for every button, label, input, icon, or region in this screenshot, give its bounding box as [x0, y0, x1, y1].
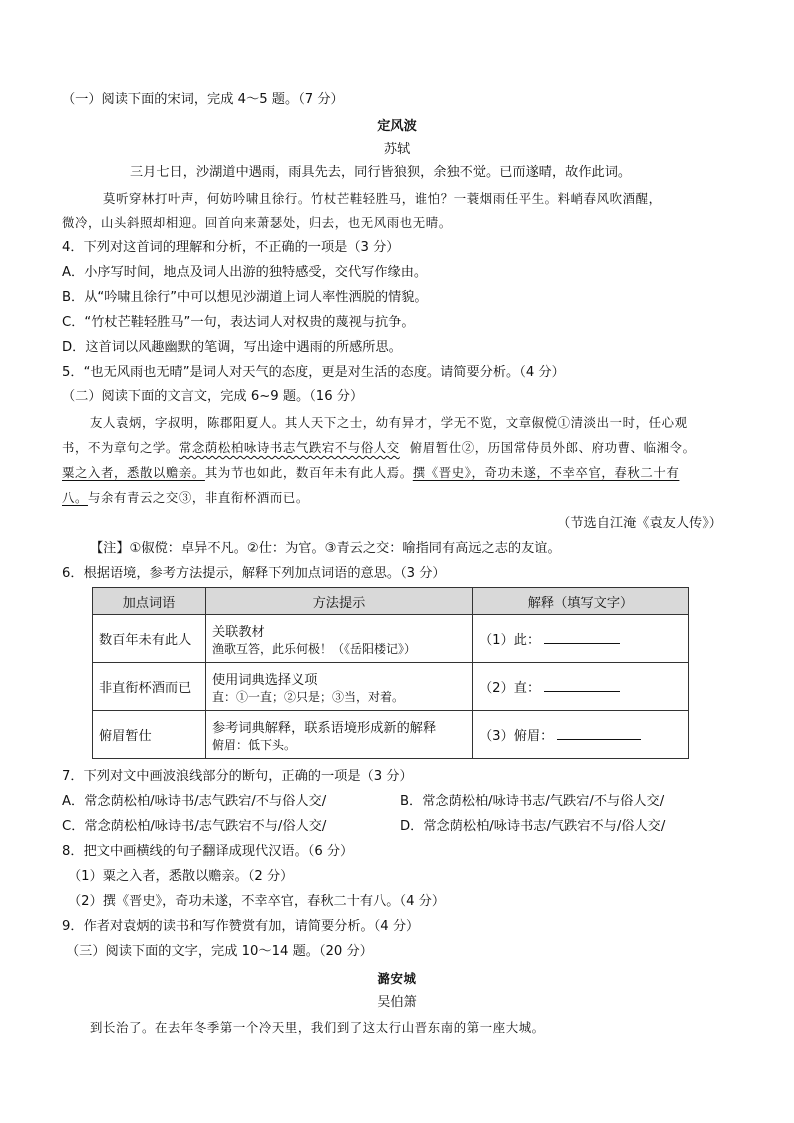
method-label: 关联教材	[212, 624, 265, 640]
section1-heading: （一）阅读下面的宋词，完成 4～5 题。（7 分）	[62, 92, 344, 107]
table-cell-answer	[473, 615, 689, 663]
q7-option-d: D．常念荫松柏/咏诗书志/气跌宕不与/俗人交/	[400, 819, 666, 834]
q7-option-b: B．常念荫松柏/咏诗书志/气跌宕/不与俗人交/	[400, 794, 665, 809]
q6-method-table	[92, 587, 689, 759]
q4-option-b: B．从“吟啸且徐行”中可以想见沙湖道上词人率性洒脱的情貌。	[62, 290, 428, 305]
poem-line-2: 微冷，山头斜照却相迎。回首向来萧瑟处，归去，也无风雨也无晴。	[62, 215, 452, 230]
poem-author: 苏轼	[383, 142, 411, 157]
passage-p4-end: 与余有青云之交③，非直衔杯酒而已。	[87, 490, 309, 505]
table-header: 解释（填写文字）	[473, 588, 689, 615]
passage-p3	[62, 462, 734, 484]
answer-label: （1）此：	[479, 633, 541, 648]
answer-label: （2）直：	[479, 681, 541, 696]
table-cell-word: 非直衔杯酒而已	[93, 663, 206, 711]
table-cell-answer	[473, 711, 689, 759]
passage-source: （节选自江淹《袁友人传》）	[557, 516, 722, 531]
passage-p2-end: 俯眉暂仕②，历国常侍员外郎、府功曹、临湘令。	[409, 440, 696, 455]
table-header: 加点词语	[93, 588, 206, 615]
q5-stem: 5．“也无风雨也无晴”是词人对天气的态度，更是对生活的态度。请简要分析。（4 分）	[62, 365, 565, 380]
q4-option-c: C．“竹杖芒鞋轻胜马”一句，表达词人对权贵的蔑视与抗争。	[62, 315, 415, 330]
q4-stem: 4．下列对这首词的理解和分析，不正确的一项是（3 分）	[62, 240, 400, 255]
underlined-sentence-2-end: 八。	[62, 490, 88, 505]
table-header-row	[93, 588, 689, 615]
passage-p2	[62, 437, 734, 459]
answer-blank[interactable]	[544, 631, 620, 644]
q4-option-a: A．小序写时间，地点及词人出游的独特感受，交代写作缘由。	[62, 265, 428, 280]
passage-p4	[62, 487, 734, 509]
passage-p1: 友人袁炳，字叔明，陈郡阳夏人。其人天下之士，幼有异才，学无不览，文章俶傥①清淡出一时，任心观	[90, 415, 688, 430]
section2-heading: （二）阅读下面的文言文，完成 6~9 题。（16 分）	[62, 389, 364, 404]
table-cell-word: 俯眉暂仕	[93, 711, 206, 759]
q7-stem: 7．下列对文中画波浪线部分的断句，正确的一项是（3 分）	[62, 769, 413, 784]
essay-author: 吴伯箫	[377, 995, 417, 1010]
poem-title: 定风波	[377, 119, 417, 134]
wavy-sentence: 常念荫松柏咏诗书志气跌宕不与俗人交	[178, 440, 400, 455]
method-hint: 俯眉：低下头。	[212, 737, 297, 752]
table-cell-word: 数百年未有此人	[93, 615, 206, 663]
table-header: 方法提示	[206, 588, 473, 615]
method-hint: 直：①一直；②只是；③当，对着。	[212, 689, 405, 704]
method-label: 参考词典解释，联系语境形成新的解释	[212, 720, 437, 736]
passage-p2-start: 书，不为章句之学。	[62, 440, 179, 455]
q4-option-d: D．这首词以风趣幽默的笔调，写出途中遇雨的所感所思。	[62, 340, 402, 355]
q8-sentence-2: （2）撰《晋史》，奇功未遂，不幸卒官，春秋二十有八。（4 分）	[68, 894, 446, 909]
answer-blank[interactable]	[557, 727, 641, 740]
table-cell-method	[206, 615, 473, 663]
table-cell-method	[206, 711, 473, 759]
poem-preface: 三月七日，沙湖道中遇雨，雨具先去，同行皆狼狈，余独不觉。已而遂晴，故作此词。	[130, 165, 632, 180]
table-row	[93, 615, 689, 663]
table-row	[93, 663, 689, 711]
method-hint: 渔歌互答，此乐何极！（《岳阳楼记》）	[212, 641, 417, 656]
essay-p1: 到长治了。在去年冬季第一个冷天里，我们到了这太行山晋东南的第一座大城。	[90, 1020, 545, 1035]
q7-option-a: A．常念荫松柏/咏诗书/志气跌宕/不与俗人交/	[62, 794, 327, 809]
q8-stem: 8．把文中画横线的句子翻译成现代汉语。（6 分）	[62, 844, 354, 859]
q8-sentence-1: （1）粟之入者，悉散以赡亲。（2 分）	[68, 869, 294, 884]
underlined-sentence-2: 撰《晋史》，奇功未遂，不幸卒官，春秋二十有	[412, 465, 680, 480]
section3-heading: （三）阅读下面的文字，完成 10～14 题。（20 分）	[66, 944, 373, 959]
answer-label: （3）俯眉：	[479, 729, 554, 744]
table-row	[93, 711, 689, 759]
underlined-sentence-1: 粟之入者，悉散以赡亲。	[62, 465, 205, 480]
passage-p3-mid: 其为节也如此，数百年未有此人焉。	[204, 465, 413, 480]
q9-stem: 9．作者对袁炳的读书和写作赞赏有加，请简要分析。（4 分）	[62, 919, 420, 934]
poem-line-1: 莫听穿林打叶声，何妨吟啸且徐行。竹杖芒鞋轻胜马，谁怕？一蓑烟雨任平生。料峭春风吹酒醒，	[103, 191, 662, 206]
essay-title: 潞安城	[377, 971, 417, 986]
method-label: 使用词典选择义项	[212, 672, 318, 688]
q6-stem: 6．根据语境，参考方法提示，解释下列加点词语的意思。（3 分）	[62, 566, 446, 581]
answer-blank[interactable]	[544, 679, 620, 692]
table-cell-method	[206, 663, 473, 711]
passage-note: 【注】①俶傥：卓异不凡。②仕：为官。③青云之交：喻指同有高远之志的友谊。	[90, 541, 561, 556]
table-cell-answer	[473, 663, 689, 711]
q7-option-c: C．常念荫松柏/咏诗书/志气跌宕不与/俗人交/	[62, 819, 327, 834]
